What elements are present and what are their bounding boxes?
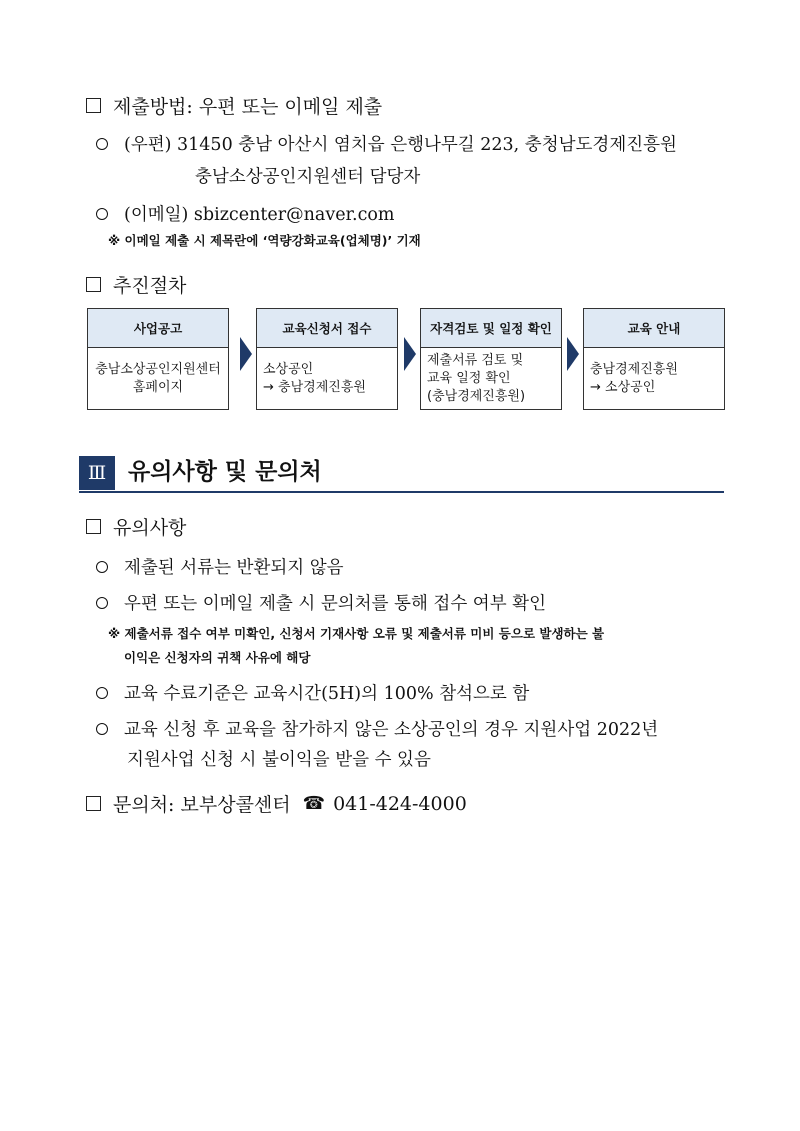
caution-note-line1: ※ 제출서류 접수 여부 미확인, 신청서 기재사항 오류 및 제출서류 미비 등으로 발생하는 불 <box>108 626 605 641</box>
process-step-2 <box>256 308 398 410</box>
submission-method-title: 제출방법: 우편 또는 이메일 제출 <box>113 96 383 118</box>
cautions-heading <box>86 513 186 540</box>
section-number-badge: Ⅲ <box>79 456 115 490</box>
caution-item-4-cont: 지원사업 신청 시 불이익을 받을 수 있음 <box>127 750 431 770</box>
caution-item-1 <box>96 554 344 579</box>
caution-item-3 <box>96 680 529 705</box>
post-address-item <box>96 131 677 156</box>
step-text: → 충남경제진흥원 <box>263 380 366 395</box>
step-text: 홈페이지 <box>132 380 184 395</box>
circle-bullet-icon <box>96 138 108 150</box>
process-arrow-icon <box>404 337 416 371</box>
process-step-4 <box>583 308 725 410</box>
caution-text: 제출된 서류는 반환되지 않음 <box>124 558 344 578</box>
section-title: 유의사항 및 문의처 <box>128 459 322 485</box>
caution-text: 교육 수료기준은 교육시간(5H)의 100% 참석으로 함 <box>124 684 530 704</box>
contact-heading <box>86 790 467 817</box>
caution-note-line2: 이익은 신청자의 귀책 사유에 해당 <box>124 650 311 665</box>
post-address-line2: 충남소상공인지원센터 담당자 <box>195 167 421 187</box>
email-item <box>96 201 395 226</box>
checkbox-square-icon <box>86 519 101 534</box>
step-text: 충남경제진흥원 <box>590 362 678 377</box>
process-arrow-icon <box>240 337 252 371</box>
phone-icon: ☎ <box>302 793 326 814</box>
step-text: 교육 일정 확인 <box>427 371 511 386</box>
checkbox-square-icon <box>86 98 101 113</box>
caution-text: 우편 또는 이메일 제출 시 문의처를 통해 접수 여부 확인 <box>124 594 546 614</box>
process-step-3 <box>420 308 562 410</box>
circle-bullet-icon <box>96 723 108 735</box>
checkbox-square-icon <box>86 277 101 292</box>
procedure-title: 추진절차 <box>113 275 187 297</box>
circle-bullet-icon <box>96 687 108 699</box>
contact-phone: 041-424-4000 <box>333 792 467 815</box>
procedure-heading <box>86 271 186 298</box>
step-header: 교육 안내 <box>584 309 724 348</box>
email-line: (이메일) sbizcenter@naver.com <box>124 205 395 225</box>
email-note: ※ 이메일 제출 시 제목란에 ‘역량강화교육(업체명)’ 기재 <box>108 233 421 248</box>
step-text: (충남경제진흥원) <box>427 389 526 404</box>
circle-bullet-icon <box>96 208 108 220</box>
section-divider <box>79 491 724 493</box>
circle-bullet-icon <box>96 561 108 573</box>
cautions-title: 유의사항 <box>113 517 187 539</box>
step-text: 충남소상공인지원센터 <box>95 362 221 377</box>
process-arrow-icon <box>567 337 579 371</box>
step-text: 소상공인 <box>263 362 314 377</box>
step-header: 자격검토 및 일정 확인 <box>421 309 561 348</box>
checkbox-square-icon <box>86 796 101 811</box>
step-text: 제출서류 검토 및 <box>427 353 524 368</box>
process-step-1 <box>87 308 229 410</box>
caution-item-4 <box>96 716 658 741</box>
step-header: 사업공고 <box>88 309 228 348</box>
step-text: → 소상공인 <box>590 380 656 395</box>
submission-method-heading <box>86 92 382 119</box>
circle-bullet-icon <box>96 597 108 609</box>
step-header: 교육신청서 접수 <box>257 309 397 348</box>
contact-label: 문의처: 보부상콜센터 <box>113 794 291 816</box>
caution-item-2 <box>96 590 546 615</box>
caution-text: 교육 신청 후 교육을 참가하지 않은 소상공인의 경우 지원사업 2022년 <box>124 720 659 740</box>
post-address-line1: (우편) 31450 충남 아산시 염치읍 은행나무길 223, 충청남도경제진흥원 <box>124 135 677 155</box>
